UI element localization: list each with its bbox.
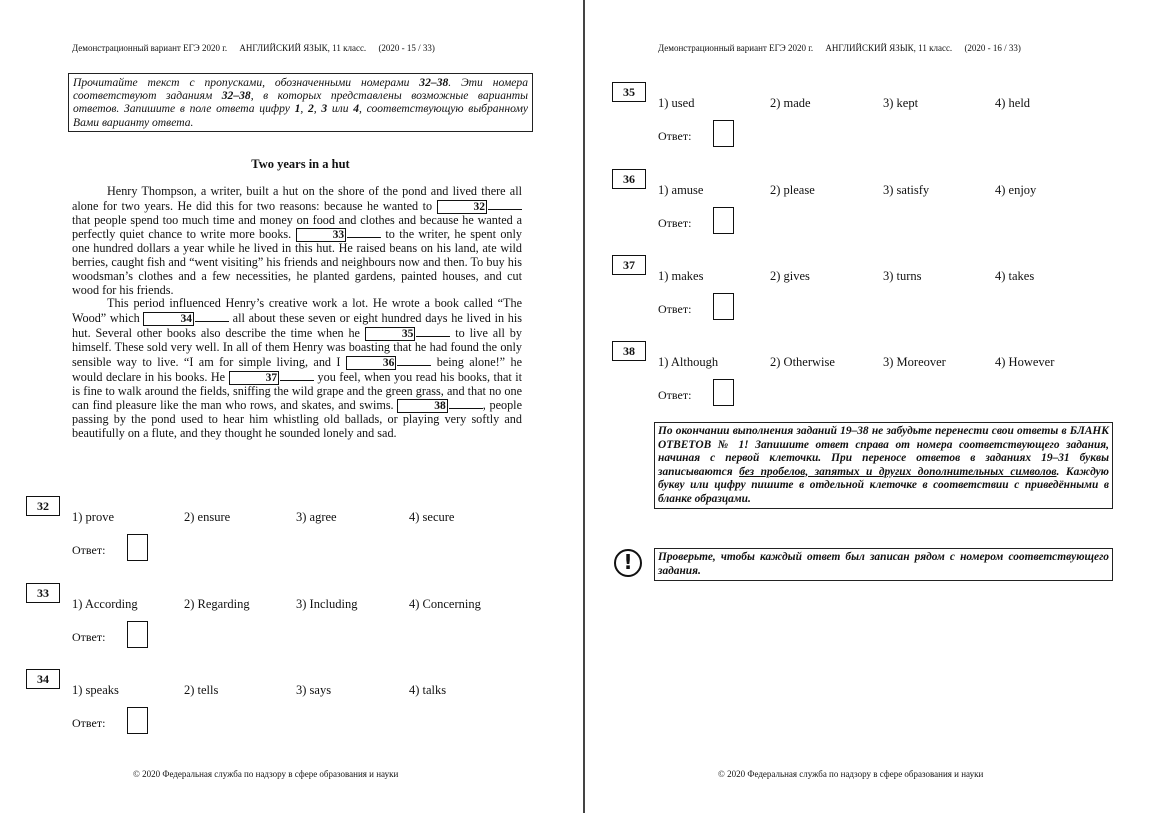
transfer-notice: По окончании выполнения заданий 19–38 не забудьте перенести свои ответы в БЛАНК ОТВЕТОВ № 1! Запишите ответ справа от номера соответствующего задания, начиная с первой клеточки. При переносе ответов в заданиях 19–31 буквы записываются без пробелов, запятых и других дополнительных символов. Каждую букву или цифру пишите в отдельной клеточке в соответствии с приведёнными в бланке образцами. (654, 422, 1113, 509)
answer-label: Ответ: (72, 543, 106, 557)
option-4[interactable]: 4) talks (409, 683, 447, 697)
answer-box[interactable] (713, 207, 734, 234)
option-4[interactable]: 4) enjoy (995, 183, 1037, 197)
answer-label: Ответ: (72, 630, 106, 644)
header-page: (2020 - 16 / 33) (964, 43, 1021, 53)
left-header (72, 43, 435, 53)
answer-box[interactable] (127, 621, 148, 648)
answer-label: Ответ: (658, 388, 692, 402)
header-subject: АНГЛИЙСКИЙ ЯЗЫК, 11 класс. (825, 43, 953, 53)
question-38 (612, 341, 1092, 421)
option-3[interactable]: 3) turns (883, 269, 922, 283)
option-1[interactable]: 1) prove (72, 510, 114, 524)
option-2[interactable]: 2) gives (770, 269, 810, 283)
header-doc: Демонстрационный вариант ЕГЭ 2020 г. (658, 43, 814, 53)
option-3[interactable]: 3) satisfy (883, 183, 930, 197)
paragraph-2: This period influenced Henry’s creative work a lot. He wrote a book called “The Wood” which 34 all about these seven or eight hundred days he lived in his hut. Several other books also describe the time when he 35 to live all by himself. These sold very well. In all of them Henry was boasting that he had found the only sensible way to live. “I am for simple living, and I 36 being alone!” he would declare in his books. He 37 you feel, when you read his books, that it is fine to walk around the fields, sniffing the wild grape and the green grass, and that no one can find pleasure like the man who rows, and skates, and swims. 38 , people passing by the pond used to hear him whistling old ballads, or playing very softly and beautifully on a flute, and they thought he sounded lonely and sad. (72, 296, 522, 441)
answer-box[interactable] (713, 293, 734, 320)
question-number: 33 (26, 583, 60, 603)
paragraph-1: Henry Thompson, a writer, built a hut on the shore of the pond and lived there all alone for two years. He did this for two reasons: because he wanted to 32 that people spend too much time and money on food and clothes and because he wanted a perfectly quiet chance to write more books. 33 to the writer, he spent only one hundred dollars a year while he lived in this hut. He raised beans on his land, ate wild berries, caught fish and “went visiting” his friends and neighbours now and then. To buy his woodsman’s clothes and a few necessities, he planted gardens, painted houses, and cut wood for his friends. (72, 184, 522, 297)
gap-38: 38 (397, 399, 448, 413)
header-page: (2020 - 15 / 33) (378, 43, 435, 53)
option-1[interactable]: 1) speaks (72, 683, 119, 697)
option-4[interactable]: 4) held (995, 96, 1031, 110)
gap-32: 32 (437, 200, 488, 214)
answer-label: Ответ: (658, 129, 692, 143)
answer-label: Ответ: (658, 216, 692, 230)
check-notice: Проверьте, чтобы каждый ответ был записан рядом с номером соответствующего задания. (654, 548, 1113, 581)
answer-label: Ответ: (72, 716, 106, 730)
question-number: 34 (26, 669, 60, 689)
option-3[interactable]: 3) says (296, 683, 332, 697)
option-2[interactable]: 2) please (770, 183, 815, 197)
exclamation-icon: ! (614, 549, 642, 577)
option-2[interactable]: 2) made (770, 96, 811, 110)
option-3[interactable]: 3) kept (883, 96, 919, 110)
question-36 (612, 169, 1092, 249)
option-2[interactable]: 2) Otherwise (770, 355, 835, 369)
question-32 (26, 496, 506, 576)
answer-label: Ответ: (658, 302, 692, 316)
option-2[interactable]: 2) ensure (184, 510, 231, 524)
question-number: 36 (612, 169, 646, 189)
question-number: 35 (612, 82, 646, 102)
gap-33: 33 (296, 228, 347, 242)
question-34 (26, 669, 506, 749)
instruction-box: Прочитайте текст с пропусками, обозначенными номерами 32–38. Эти номера соответствуют заданиям 32–38, в которых представлены возможные варианты ответов. Запишите в поле ответа цифру 1, 2, 3 или 4, соответствующую выбранному Вами варианту ответа. (68, 73, 533, 132)
question-37 (612, 255, 1092, 335)
option-2[interactable]: 2) Regarding (184, 597, 250, 611)
left-footer: © 2020 Федеральная служба по надзору в сфере образования и науки (133, 769, 399, 779)
text-title: Two years in a hut (251, 157, 350, 171)
question-number: 37 (612, 255, 646, 275)
answer-box[interactable] (127, 707, 148, 734)
question-33 (26, 583, 506, 663)
right-header (658, 43, 1021, 53)
option-3[interactable]: 3) Including (296, 597, 358, 611)
answer-box[interactable] (713, 120, 734, 147)
option-3[interactable]: 3) Moreover (883, 355, 946, 369)
option-1[interactable]: 1) amuse (658, 183, 704, 197)
answer-box[interactable] (713, 379, 734, 406)
option-1[interactable]: 1) According (72, 597, 138, 611)
option-1[interactable]: 1) Although (658, 355, 719, 369)
reading-text (72, 185, 522, 441)
option-4[interactable]: 4) takes (995, 269, 1035, 283)
page-divider (583, 0, 585, 813)
option-4[interactable]: 4) However (995, 355, 1055, 369)
option-2[interactable]: 2) tells (184, 683, 219, 697)
right-footer: © 2020 Федеральная служба по надзору в сфере образования и науки (718, 769, 984, 779)
question-number: 38 (612, 341, 646, 361)
question-number: 32 (26, 496, 60, 516)
option-1[interactable]: 1) used (658, 96, 695, 110)
header-subject: АНГЛИЙСКИЙ ЯЗЫК, 11 класс. (239, 43, 367, 53)
gap-35: 35 (365, 327, 416, 341)
option-1[interactable]: 1) makes (658, 269, 704, 283)
option-4[interactable]: 4) secure (409, 510, 455, 524)
option-4[interactable]: 4) Concerning (409, 597, 481, 611)
header-doc: Демонстрационный вариант ЕГЭ 2020 г. (72, 43, 228, 53)
option-3[interactable]: 3) agree (296, 510, 337, 524)
gap-36: 36 (346, 356, 397, 370)
question-35 (612, 82, 1092, 162)
gap-34: 34 (143, 312, 194, 326)
gap-37: 37 (229, 371, 280, 385)
answer-box[interactable] (127, 534, 148, 561)
